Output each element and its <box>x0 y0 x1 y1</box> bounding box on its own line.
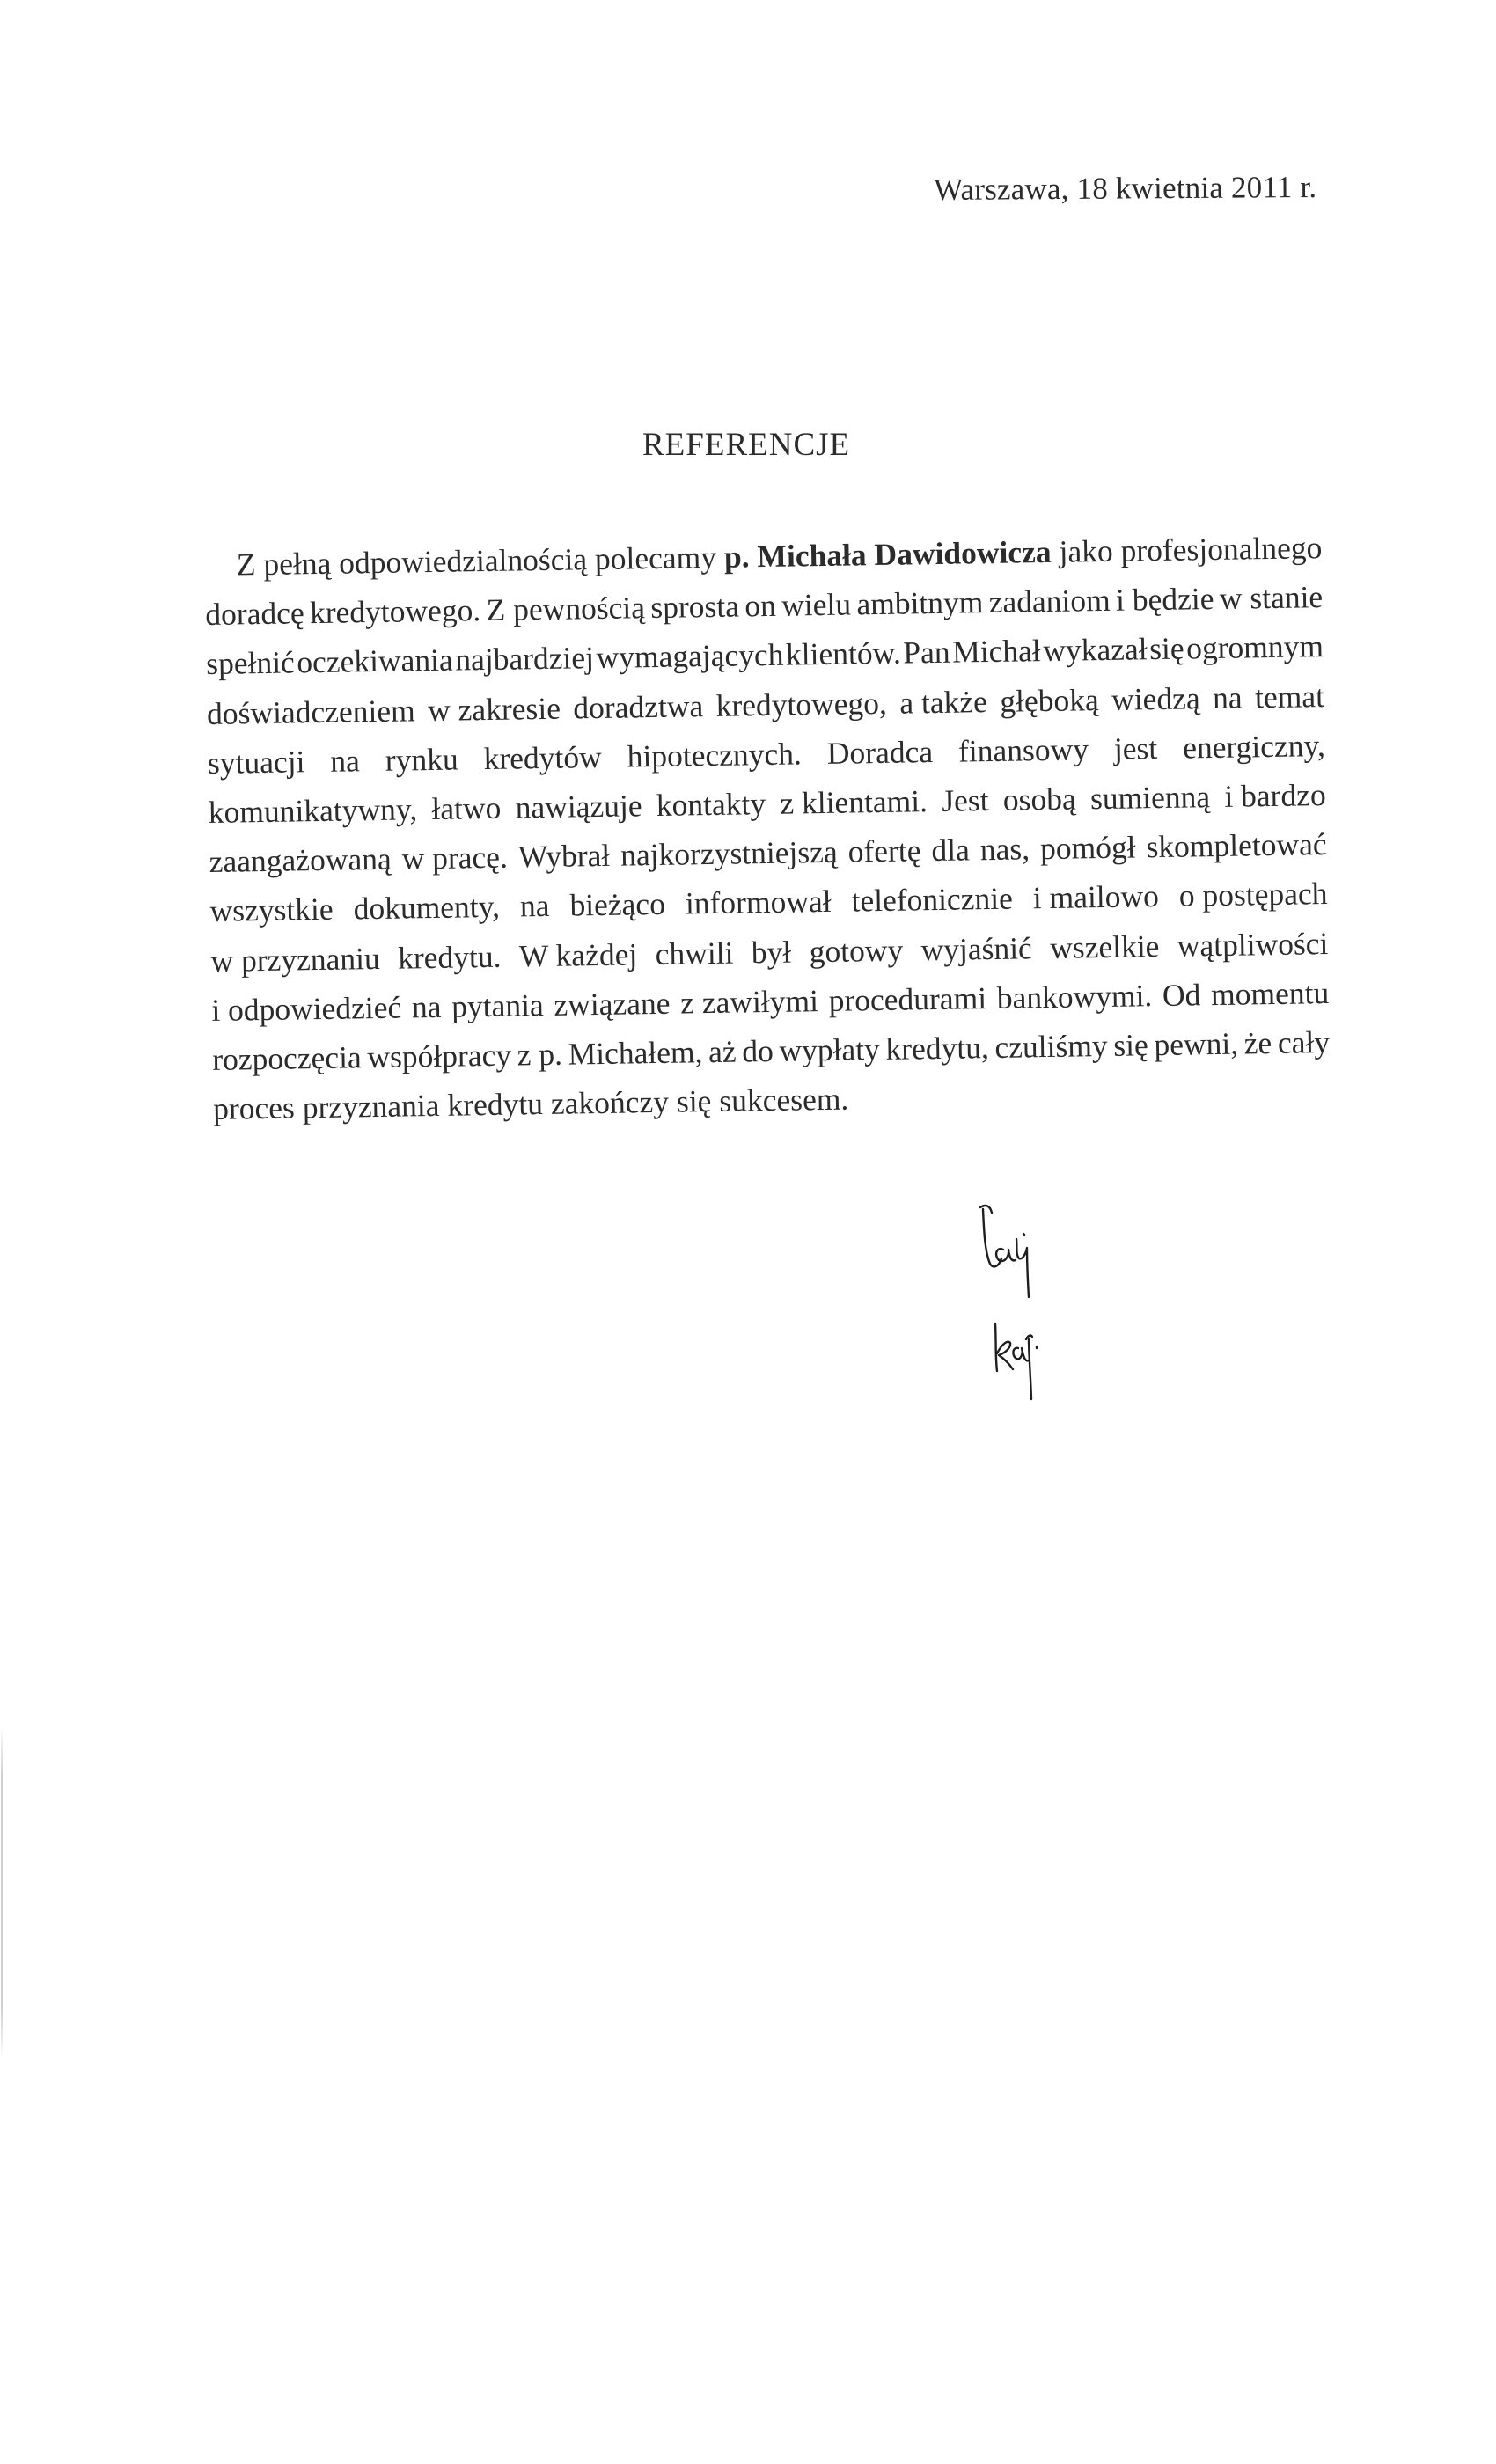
body-word: doradcę <box>205 595 304 633</box>
body-word: Z pewnością <box>486 590 646 628</box>
body-word: najkorzystniejszą <box>620 833 838 873</box>
body-word: hipotecznych. <box>627 736 803 774</box>
body-word: osobą <box>1002 781 1076 818</box>
body-word: wypłaty <box>779 1030 881 1068</box>
body-word: sprosta <box>650 588 740 626</box>
body-word: z p. <box>517 1036 563 1073</box>
body-word: sukcesem. <box>719 1081 849 1118</box>
body-word: pytania <box>451 986 545 1024</box>
body-word: skompletować <box>1146 826 1327 865</box>
scan-edge-shadow <box>1 1725 3 2059</box>
body-word: jest <box>1113 730 1158 766</box>
body-word: o postępach <box>1178 876 1328 913</box>
body-word: się <box>676 1083 712 1119</box>
reference-body-text <box>204 523 1331 1133</box>
body-word: głęboką <box>999 681 1099 719</box>
body-word: Z pełną odpowiedzialnością polecamy <box>236 539 717 583</box>
body-word: nas, <box>979 831 1030 868</box>
body-word: jako profesjonalnego <box>1059 530 1323 569</box>
body-word: łatwo <box>431 789 502 826</box>
recommended-person-name: p. Michała Dawidowicza <box>723 533 1052 575</box>
body-word: na <box>330 743 361 779</box>
body-word: klientów. <box>785 634 902 673</box>
body-word: czuliśmy <box>994 1027 1108 1065</box>
body-word: pewni, <box>1154 1025 1239 1062</box>
body-word: Pan <box>903 634 950 671</box>
body-word: wątpliwości <box>1177 925 1329 964</box>
body-word: przyznania <box>302 1087 440 1126</box>
body-word: Wybrał <box>517 837 611 875</box>
body-word: z zawiłymi <box>679 982 819 1021</box>
body-word: kredytu <box>447 1086 544 1123</box>
body-word: z klientami. <box>780 783 928 821</box>
body-word: wyjaśnić <box>920 929 1033 967</box>
body-word: oczekiwania <box>297 642 454 680</box>
body-word: kredytowego. <box>309 592 481 631</box>
document-title: REFERENCJE <box>642 427 851 463</box>
body-word: i będzie <box>1115 581 1214 618</box>
body-word: proces <box>212 1089 296 1126</box>
body-word: spełnić <box>205 644 296 682</box>
body-word: rynku <box>385 741 458 778</box>
body-word: kredytów <box>483 738 603 776</box>
body-word: wszelkie <box>1049 928 1160 965</box>
body-word: sumienną <box>1089 779 1211 817</box>
body-word: w stanie <box>1219 579 1324 617</box>
body-word: kredytu. <box>397 938 502 976</box>
body-word: zakończy <box>550 1083 670 1121</box>
body-word: związane <box>554 985 671 1023</box>
body-word: energiczny, <box>1182 727 1326 766</box>
body-word: doradztwa <box>573 687 704 725</box>
body-word: w zakresie <box>427 690 561 728</box>
body-word: informował <box>685 884 832 921</box>
body-word: kontakty <box>656 785 766 823</box>
body-word: nawiązuje <box>515 788 642 825</box>
body-word: dla <box>931 832 971 869</box>
body-word: a także <box>898 683 988 721</box>
body-word: Jest <box>941 781 989 818</box>
body-word: wszystkie <box>209 891 334 929</box>
body-word: był <box>751 934 792 970</box>
body-word: chwili <box>655 935 734 972</box>
body-word: się <box>1112 1027 1149 1063</box>
body-word: doświadczeniem <box>206 692 415 731</box>
body-word: w pracę. <box>401 839 509 876</box>
body-word: on <box>744 587 777 624</box>
body-word: współpracy <box>367 1037 512 1075</box>
body-word: bieżąco <box>569 886 666 923</box>
body-word: pomógł <box>1039 829 1136 867</box>
date-line: Warszawa, 18 kwietnia 2011 r. <box>934 169 1317 207</box>
body-word: bankowymi. <box>996 977 1153 1016</box>
body-word: Michał <box>951 633 1042 671</box>
body-word: gotowy <box>809 932 904 969</box>
body-word: ogromnym <box>1185 628 1324 666</box>
body-word: kredytowego, <box>715 685 888 723</box>
body-word: się <box>1148 630 1184 667</box>
body-word: finansowy <box>957 730 1089 769</box>
body-word: telefonicznie <box>851 880 1014 919</box>
body-word: do <box>741 1032 774 1069</box>
body-word: i bardzo <box>1224 776 1327 814</box>
body-word: że <box>1243 1024 1272 1061</box>
body-word: rozpoczęcia <box>211 1039 363 1077</box>
body-word: dokumenty, <box>353 889 501 927</box>
handwritten-signature-icon <box>972 1199 1069 1401</box>
body-word: wielu <box>781 586 852 623</box>
body-word: Doradca <box>826 733 934 771</box>
body-word: kredytu, <box>885 1029 990 1067</box>
body-word: ofertę <box>847 832 921 869</box>
body-word: wymagających <box>596 637 784 676</box>
body-word: i mailowo <box>1032 878 1160 916</box>
body-word: W każdej <box>518 935 638 973</box>
body-word: Od <box>1162 976 1201 1013</box>
body-word: ambitnym <box>856 584 984 622</box>
body-word: momentu <box>1210 974 1330 1012</box>
body-word: w przyznaniu <box>210 940 381 979</box>
body-word: cały <box>1277 1023 1331 1060</box>
body-word: najbardziej <box>454 640 595 678</box>
body-word: komunikatywny, <box>208 791 418 830</box>
body-word: i odpowiedzieć <box>211 989 402 1028</box>
body-word: na <box>519 888 550 924</box>
body-word: zadaniom <box>988 583 1111 620</box>
body-word: Michałem, <box>568 1034 703 1072</box>
body-word: sytuacji <box>207 743 305 781</box>
body-word: na <box>1212 679 1243 715</box>
body-word: wiedzą <box>1111 679 1200 717</box>
body-word: temat <box>1254 678 1325 715</box>
body-word: zaangażowaną <box>209 840 392 880</box>
body-word: na <box>411 988 442 1025</box>
body-word: aż <box>708 1033 737 1069</box>
body-word: procedurami <box>828 979 987 1018</box>
body-word: wykazał <box>1043 631 1148 669</box>
